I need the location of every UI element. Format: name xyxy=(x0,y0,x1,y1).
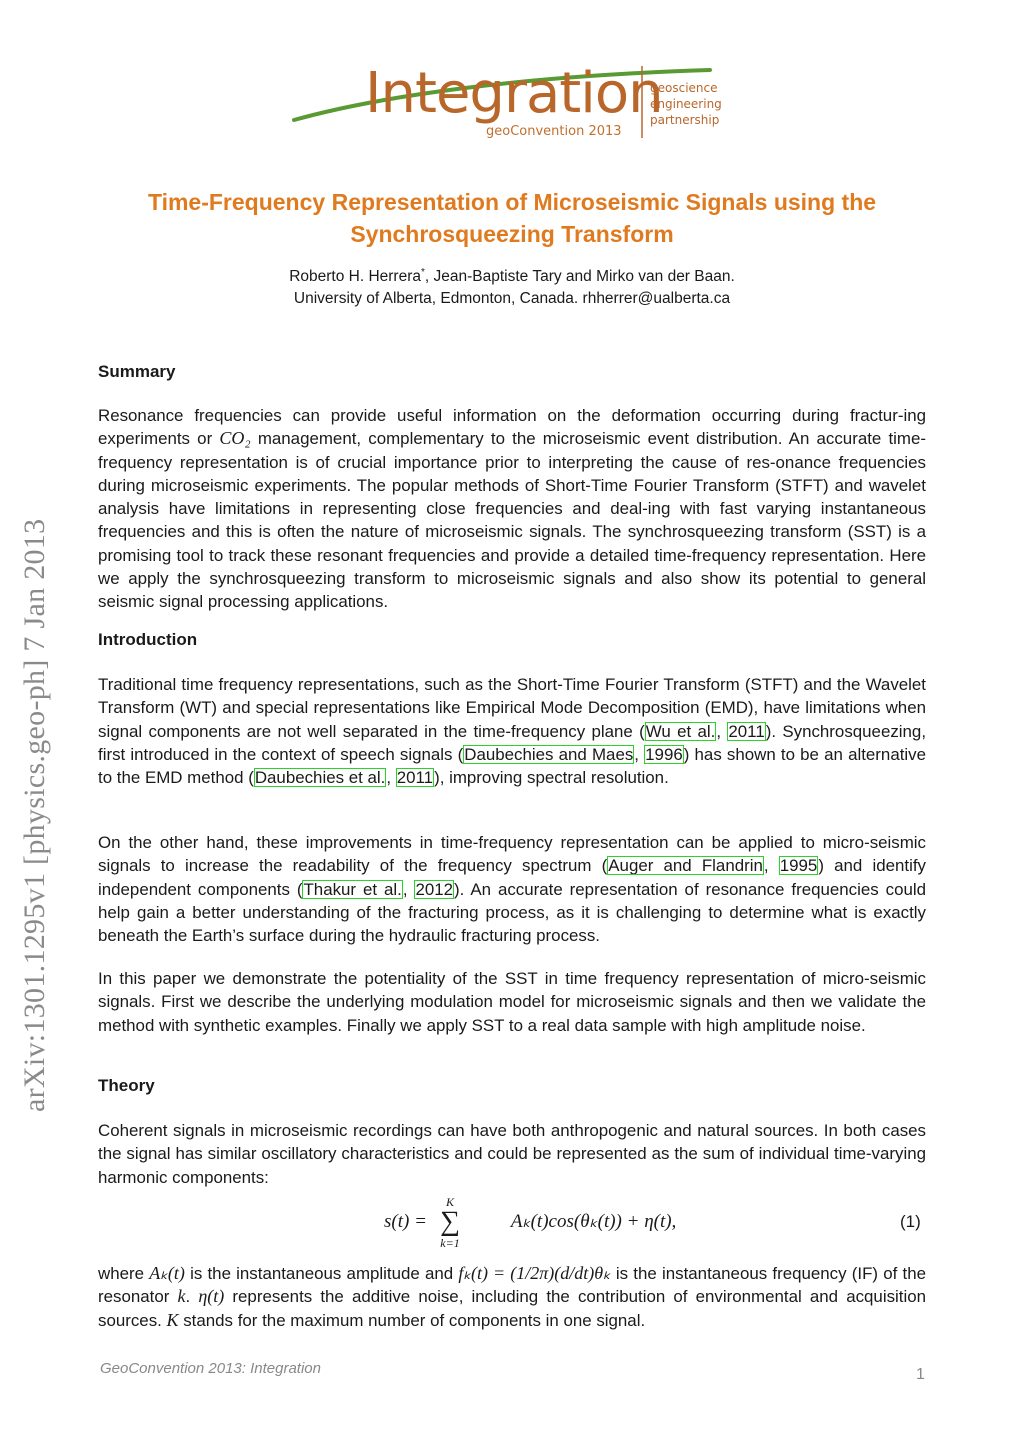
logo-wordmark: Integration xyxy=(365,61,663,126)
intro-paragraph-3: In this paper we demonstrate the potentiality of the SST in time frequency representation of micro-seismic signals. First we describe the underlying modulation model for microseismic signals and then we validate the method with synthetic examples. Finally we apply SST to a real data sample with high amplitude noise. xyxy=(98,969,926,1035)
paper-title xyxy=(100,186,924,250)
author-block xyxy=(100,262,924,310)
summary-paragraph: Resonance frequencies can provide useful information on the deformation occurring during fractur-ing experiments or CO₂ management, complementary to the microseismic event distribution. An accurate time-frequency representation is of crucial importance prior to interpreting the cause of res-onance frequencies during microseismic experiments. The popular methods of Short-Time Fourier Transform (STFT) and wavelet analysis have limitations in representing close frequencies and deal-ing with fast varying instantaneous frequencies and this is often the nature of microseismic signals. The synchrosqueezing transform (SST) is a promising tool to track these resonant frequencies and provide a detailed time-frequency representation. Here we apply the synchrosqueezing transform to microseismic signals and also show its potential to general seismic signal processing applications. xyxy=(98,406,927,612)
logo-side-line: partnership xyxy=(650,113,720,127)
logo-side-line: engineering xyxy=(650,97,722,111)
citation-link[interactable]: Daubechies and Maes xyxy=(464,744,634,764)
footer-conference: GeoConvention 2013: Integration xyxy=(100,1360,321,1377)
citation-year-link[interactable]: 2011 xyxy=(728,721,765,741)
theory-paragraph-1: Coherent signals in microseismic recordings can have both anthropogenic and natural sources. In both cases the signal has similar oscillatory characteristics and could be represented as the sum of individual time-varying harmonic components: xyxy=(98,1121,926,1187)
title-line: Time-Frequency Representation of Microseismic Signals using the xyxy=(147,189,877,215)
title-line: Synchrosqueezing Transform xyxy=(350,221,674,247)
equation-number: (1) xyxy=(900,1212,921,1231)
conference-logo xyxy=(290,58,730,150)
citation-year-link[interactable]: 1995 xyxy=(779,856,818,876)
page-number: 1 xyxy=(916,1366,925,1383)
equation-1 xyxy=(0,1196,1024,1256)
citation-link[interactable]: Thakur et al. xyxy=(303,879,402,899)
citation-link[interactable]: Daubechies et al. xyxy=(254,768,386,788)
citation-link[interactable]: Wu et al. xyxy=(645,721,716,741)
theory-paragraph-2: where Aₖ(t) is the instantaneous amplitude and fₖ(t) = (1/2π)(d/dt)θₖ is the instantaneous frequency (IF) of the resonator k. η(t) represents the additive noise, including the contribution of environmental and acquisition sources. K stands for the maximum number of components in one signal. xyxy=(98,1263,926,1330)
intro-paragraph-2: On the other hand, these improvements in time-frequency representation can be applied to micro-seismic signals to increase the readability of the frequency spectrum (Auger and Flandrin, 1995) and identify independent components (Thakur et al., 2012). An accurate representation of resonance frequencies could help gain a better understanding of the fracturing process, as it is challenging to determine what is exactly beneath the Earth’s surface during the hydraulic fracturing process. xyxy=(98,833,927,946)
equation-expression: s(t) = Aₖ(t)cos(θₖ(t)) + η(t), xyxy=(384,1211,677,1232)
arxiv-identifier: arXiv:1301.1295v1 [physics.geo-ph] 7 Jan 2013 xyxy=(18,518,51,1112)
affiliation: University of Alberta, Edmonton, Canada. rhherrer@ualberta.ca xyxy=(293,290,731,308)
section-heading-theory: Theory xyxy=(98,1076,155,1095)
logo-side-text xyxy=(650,80,722,128)
summation-symbol: K ∑ k=1 xyxy=(440,1195,460,1250)
logo-subtitle: geoConvention 2013 xyxy=(486,124,622,139)
author-list: Roberto H. Herrera*, Jean-Baptiste Tary and Mirko van der Baan. xyxy=(289,267,735,286)
logo-side-line: geoscience xyxy=(650,81,718,95)
section-heading-introduction: Introduction xyxy=(98,630,198,649)
intro-paragraph-1: Traditional time frequency representations, such as the Short-Time Fourier Transform (STFT) and the Wavelet Transform (WT) and special representations like Empirical Mode Decomposition (EMD), have limitations when signal components are not well separated in the time-frequency plane (Wu et al., 2011). Synchrosqueezing, first introduced in the context of speech signals (Daubechies and Maes, 1996) has shown to be an alternative to the EMD method (Daubechies et al., 2011), improving spectral resolution. xyxy=(98,675,927,788)
citation-year-link[interactable]: 2012 xyxy=(415,879,454,899)
citation-link[interactable]: Auger and Flandrin xyxy=(608,856,763,876)
citation-year-link[interactable]: 2011 xyxy=(396,768,434,788)
section-heading-summary: Summary xyxy=(98,362,176,381)
citation-year-link[interactable]: 1996 xyxy=(645,744,683,764)
